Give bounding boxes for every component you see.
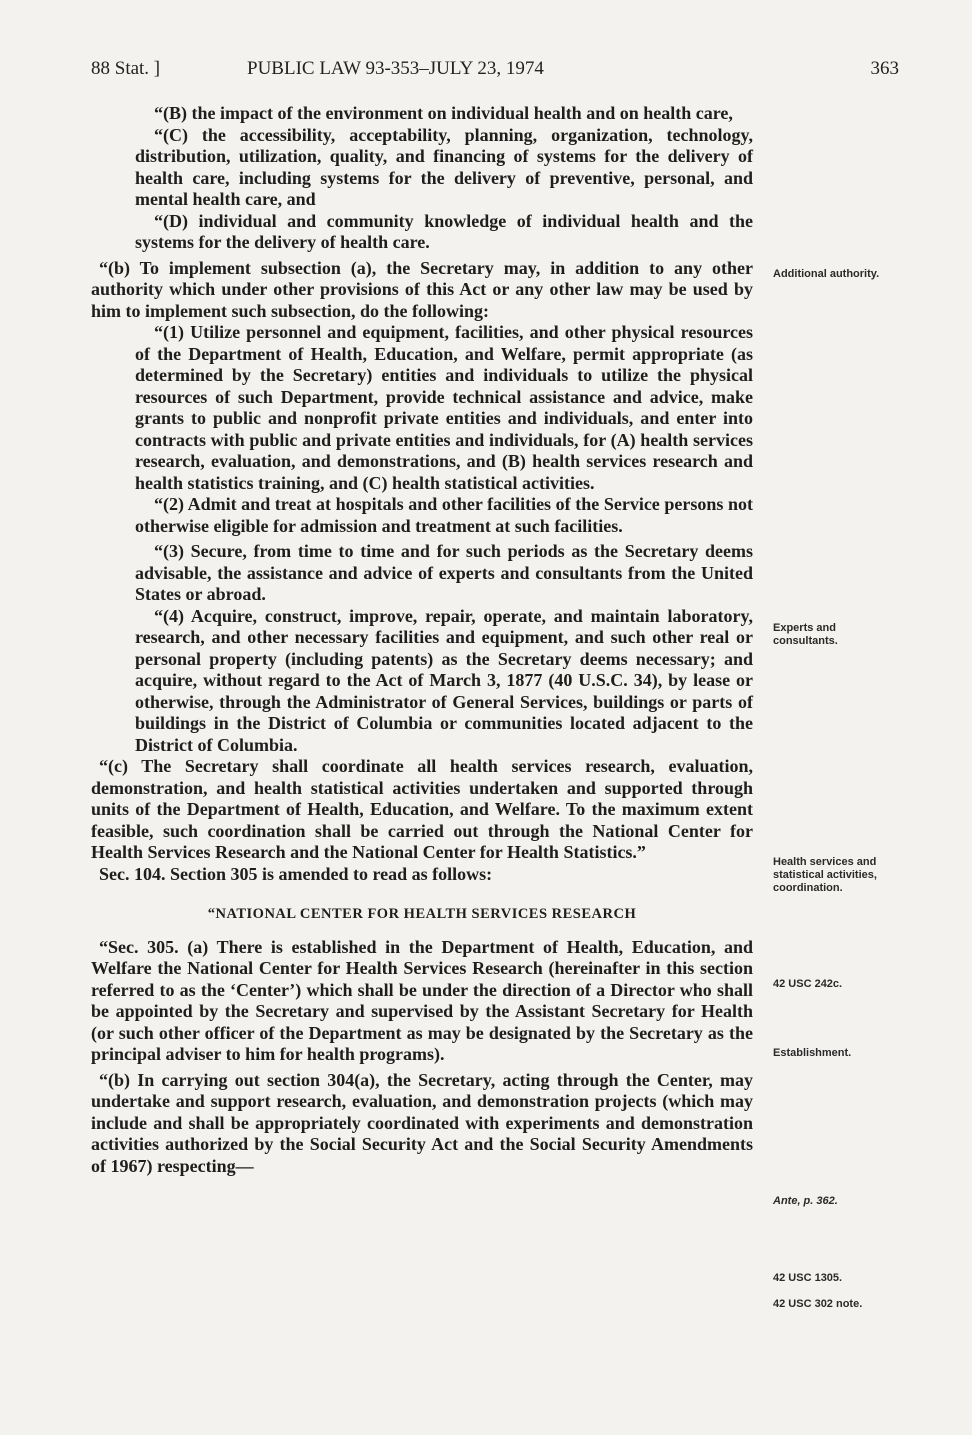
paragraph-1-utilize: “(1) Utilize personnel and equipment, facilities, and other physical resources of the Department of Health, Education, and Welfare, permit appropriate (as determined by the Secretary) entities and individuals to utilize the physical resources of such Department, provide technical assistance and advice, make grants to public and nonprofit private entities and individuals, and enter into contracts with public and private entities and individuals, for (A) health services research, evaluation, and demonstrations, and (B) health services research and health statistics training, and (C) health statistical activities. xyxy=(135,322,753,493)
paragraph-sec-305-b: “(b) In carrying out section 304(a), the Secretary, acting through the Center, may undertake and support research, evaluation, and demonstration projects (which may include and shall be appropriately coordinated with experiments and demonstration activities authorized by the Social Security Act and the Social Security Amendments of 1967) respecting— xyxy=(91,1069,753,1176)
margin-note-coordination: Health services and statistical activities, coordination. xyxy=(773,856,877,894)
law-title: PUBLIC LAW 93-353–JULY 23, 1974 xyxy=(247,58,544,79)
section-heading: “NATIONAL CENTER FOR HEALTH SERVICES RESEARCH xyxy=(207,906,637,922)
margin-note-establishment: Establishment. xyxy=(773,1047,852,1059)
paragraph-3-secure: “(3) Secure, from time to time and for such periods as the Secretary deems advisable, the assistance and advice of experts and consultants from the United States or abroad. xyxy=(135,541,753,604)
body-text xyxy=(91,103,753,1177)
margin-note-usc-1305: 42 USC 1305. xyxy=(773,1272,843,1284)
paragraph-4-acquire: “(4) Acquire, construct, improve, repair, operate, and maintain laboratory, research, and other necessary facilities and equipment, and such other real or personal property (including patents) as the Secretary deems necessary; and acquire, without regard to the Act of March 3, 1877 (40 U.S.C. 34), by lease or otherwise, through the Administrator of General Services, buildings or parts of buildings in the District of Columbia or communities located adjacent to the District of Columbia. xyxy=(135,605,753,755)
margin-note-additional-authority: Additional authority. xyxy=(773,268,880,280)
paragraph-subsection-b: “(b) To implement subsection (a), the Secretary may, in addition to any other authority which under other provisions of this Act or any other law may be used by him to implement such subsection, do the following: xyxy=(91,257,753,321)
paragraph-d-knowledge: “(D) individual and community knowledge of individual health and the systems for the delivery of health care. xyxy=(135,210,753,252)
page-header xyxy=(91,58,899,86)
paragraph-b-impact: “(B) the impact of the environment on individual health and on health care, xyxy=(154,103,733,123)
paragraph-subsection-c: “(c) The Secretary shall coordinate all health services research, evaluation, demonstration, and health statistical activities undertaken and supported through units of the Department of Health, Education, and Welfare. To the maximum extent feasible, such coordination shall be carried out through the National Center for Health Services Research and the National Center for Health Statistics.” xyxy=(91,756,753,862)
margin-note-ante: Ante, p. 362. xyxy=(773,1195,838,1207)
paragraph-2-admit: “(2) Admit and treat at hospitals and other facilities of the Service persons not otherwise eligible for admission and treatment at such facilities. xyxy=(135,494,753,536)
page-number: 363 xyxy=(870,58,899,79)
paragraph-sec-305-a: “Sec. 305. (a) There is established in the Department of Health, Education, and Welfare the National Center for Health Services Research (hereinafter in this section referred to as the ‘Center’) which shall be under the direction of a Director who shall be appointed by the Secretary and supervised by the Assistant Secretary for Health (or such other officer of the Department as may be designated by the Secretary as the principal adviser to him for health programs). xyxy=(91,936,753,1064)
margin-note-usc-302: 42 USC 302 note. xyxy=(773,1298,863,1310)
margin-note-usc-242c: 42 USC 242c. xyxy=(773,978,843,990)
paragraph-sec-104: Sec. 104. Section 305 is amended to read as follows: xyxy=(99,863,493,884)
margin-note-experts: Experts and consultants. xyxy=(773,622,838,647)
paragraph-c-accessibility: “(C) the accessibility, acceptability, planning, organization, technology, distribution, utilization, quality, and financing of systems for the delivery of health care, including systems for the delivery of preventive, personal, and mental health care, and xyxy=(135,124,753,209)
statute-reference: 88 Stat. ] xyxy=(91,58,161,79)
